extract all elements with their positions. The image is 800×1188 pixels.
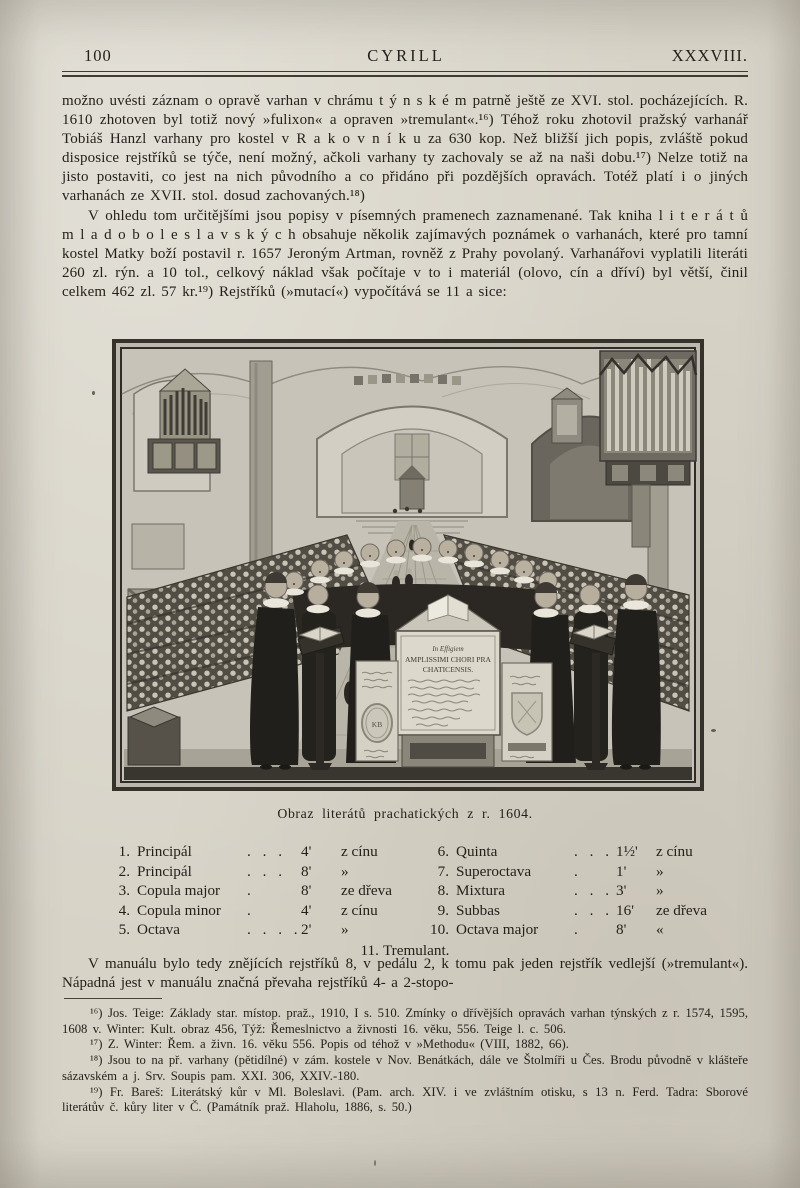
register-row: 5. Octava . . . . 2' » bbox=[118, 921, 349, 939]
paragraph: V ohledu tom určitějšími jsou popisy v písemných pramenech zaznamenané. Tak kniha l i t e r á t ů m l a d o b o l e s l a v s k ý c h obsahuje několik zajímavých poznámek o varhanách, které pro tamní kostel Matky boží postavil r. 1657 Jeroným Artman, rovněž z Prahy povolaný. Varhanářovi vyplatili literáti 260 zl. rýn. a 10 tol., celkový náklad však počítaje v to i materiál (olovo, cín a dříví) byl větší, činil celkem 462 zl. 57 kr.¹⁹) Rejstříků (»mutací«) vypočítává se 11 a sice: bbox=[62, 207, 748, 300]
scan-speck bbox=[92, 391, 95, 395]
register-row: 10. Octava major . 8' « bbox=[430, 921, 664, 939]
header-rule bbox=[62, 71, 748, 77]
floor-shadow bbox=[124, 767, 692, 780]
footnote: ¹⁷) Z. Winter: Řem. a živn. 16. věku 556. Popis od téhož v »Methodu« (VIII, 1882, 66). bbox=[90, 1037, 569, 1052]
tablet-title-line: AMPLISSIMI CHORI PRA bbox=[404, 655, 492, 664]
music-stand-left bbox=[128, 707, 180, 765]
wall-epitaph bbox=[552, 388, 582, 443]
footnote: ¹⁸) Jsou to na př. varhany (pětidílné) v zám. kostele v Nov. Benátkách, dále ve Štolmíři u Čes. Brodu původně v klášteře sázavském a j. Srv. Soupis pam. XXI. 306, XXIV.-180. bbox=[62, 1053, 748, 1083]
figure-plate bbox=[112, 339, 704, 791]
register-column-left bbox=[62, 842, 405, 940]
closing-paragraph bbox=[62, 955, 748, 993]
coat-of-arms-right bbox=[502, 663, 552, 761]
body-text bbox=[62, 92, 748, 302]
footnote: ¹⁶) Jos. Teige: Základy star. místop. praž., 1910, I s. 510. Zmínky o dřívějších opravách varhan týnských z r. 1574, 1595, 1608 v. Winter: Kult. obraz 456, Týž: Řemeslnictvo a živnosti 16. věku, 556. Teige l. c. 506. bbox=[62, 1006, 748, 1036]
page-number: 100 bbox=[84, 46, 112, 65]
scan-speck bbox=[711, 729, 716, 732]
footnotes bbox=[62, 1006, 748, 1116]
tablet-title-line: CHATICENSIS. bbox=[422, 665, 474, 674]
volume-number: XXXVIII. bbox=[671, 46, 748, 65]
footnote-rule bbox=[64, 998, 162, 999]
journal-title: CYRILL bbox=[367, 46, 445, 65]
register-row: 3. Copula major . 8' ze dřeva bbox=[118, 882, 393, 900]
svg-text:KB: KB bbox=[371, 720, 383, 729]
register-row: 4. Copula minor . 4' z cínu bbox=[118, 901, 378, 919]
register-column-right bbox=[405, 842, 748, 940]
register-row-tremulant: 11. Tremulant. bbox=[360, 941, 450, 959]
register-row: 1. Principál . . . 4' z cínu bbox=[118, 843, 378, 860]
tablet-title-line: In Effigiem bbox=[432, 645, 464, 653]
register-row: 7. Superoctava . 1' » bbox=[437, 862, 664, 880]
coat-of-arms-left bbox=[356, 661, 398, 761]
register-list bbox=[62, 842, 748, 961]
figure-caption: Obraz literátů prachatických z r. 1604. bbox=[277, 806, 533, 821]
register-row: 2. Principál . . . 8' » bbox=[118, 862, 349, 880]
register-row: 9. Subbas . . . 16' ze dřeva bbox=[437, 901, 708, 919]
dedication-tablet bbox=[396, 595, 500, 767]
register-row: 6. Quinta . . . 1½' z cínu bbox=[437, 843, 693, 860]
paragraph: možno uvésti záznam o opravě varhan v chrámu t ý n s k é m patrně ještě ze XVI. stol. pocházejících. R. 1610 zhotoven byl totiž nový »fulixon« a opraven »tremulant«.¹⁶) Téhož roku zhotovil pražský varhanář Tobiáš Hanzl varhany pro kostel v R a k o v n í k u za 630 kop. Než bližší jich popis, zvláště pokud disposice rejstříků se týče, není možný, ačkoli varhany ty zachovaly se až na naši dobu.¹⁷) Nelze totiž na jisto postaviti, co jest na nich původního a co přidáno při pozdějších opravách. Totéž platí i o jiných varhanách ze XVII. stol. dosud zachovaných.¹⁸) bbox=[62, 93, 748, 205]
paragraph: V manuálu bylo tedy znějících rejstříků 8, v pedálu 2, k tomu pak jeden rejstřík vedlejší (»tremulant«). Nápadná jest v manuálu značná převaha rejstříků 4- a 2-stopo- bbox=[62, 956, 748, 992]
footnote: ¹⁹) Fr. Bareš: Literátský kůr v Ml. Boleslavi. (Pam. arch. XIV. i ve zvláštním otisku, s 13 n. Ferd. Tadra: Sborové literátův č. kůry liter v Č. (Památník praž. Hlaholu, 1886, s. 50.) bbox=[62, 1084, 748, 1115]
scan-speck bbox=[374, 1160, 376, 1166]
running-head bbox=[62, 46, 748, 66]
figure-engraving bbox=[112, 339, 704, 791]
register-row: 8. Mixtura . . . 3' » bbox=[437, 882, 664, 900]
